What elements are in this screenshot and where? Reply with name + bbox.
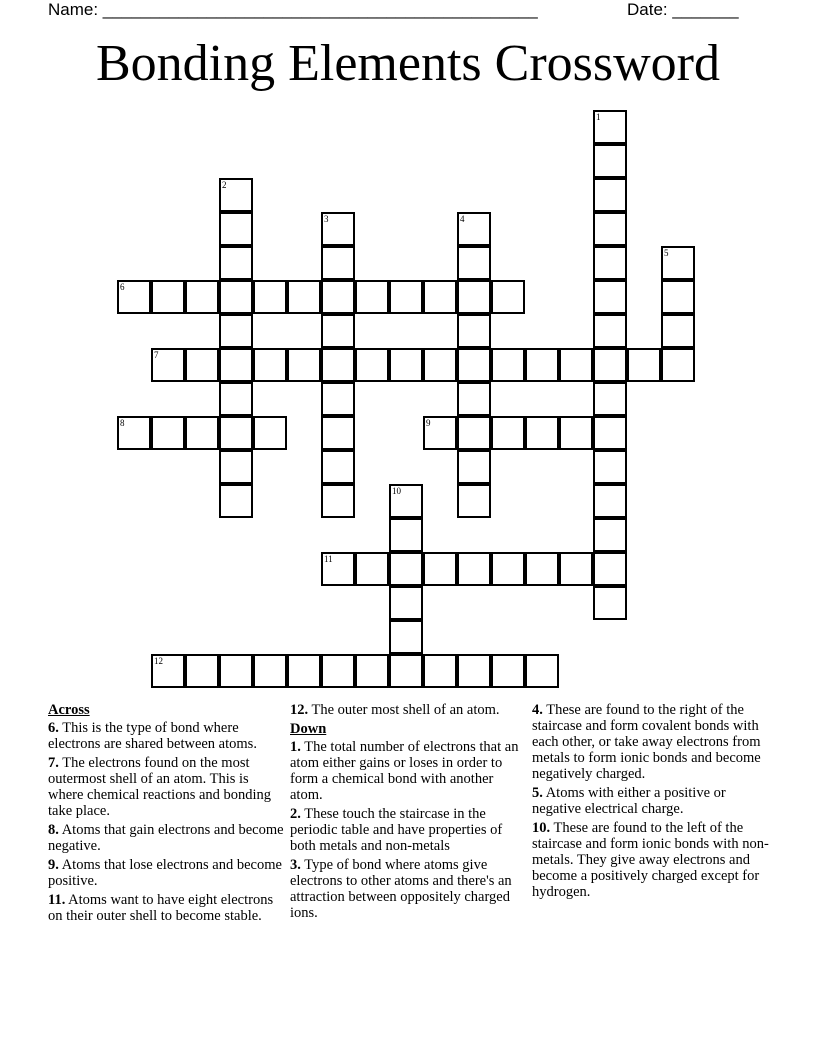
crossword-cell[interactable] <box>321 348 355 382</box>
crossword-cell[interactable] <box>151 348 185 382</box>
crossword-cell[interactable] <box>389 518 423 552</box>
crossword-cell[interactable] <box>661 348 695 382</box>
name-line: Name: ______________________________________________ <box>48 0 538 19</box>
across-heading: Across <box>48 702 90 718</box>
crossword-cell[interactable] <box>661 314 695 348</box>
crossword-cell[interactable] <box>321 450 355 484</box>
crossword-cell[interactable] <box>389 348 423 382</box>
clue-number-label: 4 <box>460 214 465 224</box>
clue-down-5 <box>532 785 772 817</box>
crossword-cell[interactable] <box>253 280 287 314</box>
crossword-cell[interactable] <box>219 280 253 314</box>
clue-text: Atoms with either a positive or negative electrical charge. <box>532 785 726 817</box>
crossword-cell[interactable] <box>321 654 355 688</box>
clue-down-2 <box>290 806 526 854</box>
crossword-cell[interactable] <box>219 212 253 246</box>
crossword-cell[interactable] <box>321 212 355 246</box>
crossword-cell[interactable] <box>389 586 423 620</box>
clue-number-label: 9 <box>426 418 431 428</box>
clue-text: Type of bond where atoms give electrons to other atoms and there's an attraction between oppositely charged ions. <box>290 857 512 921</box>
clue-across-7 <box>48 755 284 819</box>
crossword-cell[interactable] <box>287 348 321 382</box>
clue-number-label: 2 <box>222 180 227 190</box>
clue-number: 7. <box>48 755 59 771</box>
crossword-cell[interactable] <box>491 280 525 314</box>
crossword-cell[interactable] <box>457 552 491 586</box>
date-line: Date: _______ <box>627 0 739 19</box>
crossword-cell[interactable] <box>151 416 185 450</box>
crossword-cell[interactable] <box>525 416 559 450</box>
crossword-cell[interactable] <box>321 416 355 450</box>
crossword-cell[interactable] <box>457 280 491 314</box>
clues-column-2 <box>290 702 526 924</box>
crossword-cell[interactable] <box>253 654 287 688</box>
clue-text: The outer most shell of an atom. <box>311 702 500 718</box>
clue-number-label: 8 <box>120 418 125 428</box>
crossword-cell[interactable] <box>253 348 287 382</box>
clue-across-12 <box>290 702 526 718</box>
crossword-cell[interactable] <box>457 654 491 688</box>
page-title: Bonding Elements Crossword <box>96 35 720 92</box>
clue-number-label: 10 <box>392 486 401 496</box>
crossword-cell[interactable] <box>219 246 253 280</box>
crossword-cell[interactable] <box>321 314 355 348</box>
crossword-cell[interactable] <box>661 280 695 314</box>
crossword-cell[interactable] <box>491 552 525 586</box>
crossword-cell[interactable] <box>389 484 423 518</box>
crossword-cell[interactable] <box>219 450 253 484</box>
crossword-cell[interactable] <box>185 654 219 688</box>
crossword-cell[interactable] <box>219 314 253 348</box>
crossword-cell[interactable] <box>457 314 491 348</box>
crossword-cell[interactable] <box>389 654 423 688</box>
crossword-cell[interactable] <box>321 382 355 416</box>
clue-down-1 <box>290 739 526 803</box>
crossword-cell[interactable] <box>219 382 253 416</box>
crossword-cell[interactable] <box>389 552 423 586</box>
clue-number-label: 6 <box>120 282 125 292</box>
crossword-cell[interactable] <box>491 654 525 688</box>
clue-text: Atoms that lose electrons and become positive. <box>48 857 282 889</box>
clue-number-label: 11 <box>324 554 333 564</box>
crossword-cell[interactable] <box>525 654 559 688</box>
crossword-cell[interactable] <box>355 654 389 688</box>
clue-across-6 <box>48 720 284 752</box>
clue-number: 10. <box>532 820 551 836</box>
crossword-cell[interactable] <box>185 416 219 450</box>
clue-number: 4. <box>532 702 543 718</box>
crossword-cell[interactable] <box>253 416 287 450</box>
clue-number-label: 1 <box>596 112 601 122</box>
clue-number: 2. <box>290 806 301 822</box>
crossword-cell[interactable] <box>593 178 627 212</box>
crossword-cell[interactable] <box>151 280 185 314</box>
crossword-cell[interactable] <box>593 416 627 450</box>
crossword-cell[interactable] <box>593 450 627 484</box>
clues-column-3 <box>532 702 772 903</box>
clue-number-label: 12 <box>154 656 163 666</box>
crossword-cell[interactable] <box>457 416 491 450</box>
crossword-cell[interactable] <box>423 348 457 382</box>
down-heading: Down <box>290 721 327 737</box>
crossword-cell[interactable] <box>457 484 491 518</box>
crossword-cell[interactable] <box>491 416 525 450</box>
crossword-cell[interactable] <box>627 348 661 382</box>
clue-text: Atoms want to have eight electrons on their outer shell to become stable. <box>48 892 274 924</box>
crossword-cell[interactable] <box>423 552 457 586</box>
crossword-cell[interactable] <box>593 348 627 382</box>
crossword-cell[interactable] <box>219 484 253 518</box>
crossword-cell[interactable] <box>185 348 219 382</box>
crossword-cell[interactable] <box>321 552 355 586</box>
crossword-cell[interactable] <box>423 654 457 688</box>
clue-down-3 <box>290 857 526 921</box>
crossword-cell[interactable] <box>423 280 457 314</box>
crossword-cell[interactable] <box>457 382 491 416</box>
crossword-cell[interactable] <box>389 620 423 654</box>
crossword-cell[interactable] <box>321 484 355 518</box>
clues-column-1 <box>48 702 284 927</box>
crossword-cell[interactable] <box>593 246 627 280</box>
crossword-cell[interactable] <box>593 586 627 620</box>
clue-number: 12. <box>290 702 309 718</box>
crossword-cell[interactable] <box>593 484 627 518</box>
crossword-cell[interactable] <box>593 144 627 178</box>
crossword-cell[interactable] <box>355 348 389 382</box>
crossword-cell[interactable] <box>355 280 389 314</box>
crossword-cell[interactable] <box>321 280 355 314</box>
crossword-cell[interactable] <box>559 416 593 450</box>
crossword-cell[interactable] <box>593 110 627 144</box>
clue-text: These are found to the left of the staircase and form ionic bonds with non-metals. They give away electrons and become a positively charged except for hydrogen. <box>532 820 769 900</box>
crossword-cell[interactable] <box>593 212 627 246</box>
crossword-cell[interactable] <box>117 416 151 450</box>
clue-down-10 <box>532 820 772 900</box>
crossword-cell[interactable] <box>593 518 627 552</box>
crossword-cell[interactable] <box>219 416 253 450</box>
clue-number: 9. <box>48 857 59 873</box>
clue-down-4 <box>532 702 772 782</box>
crossword-cell[interactable] <box>219 654 253 688</box>
crossword-cell[interactable] <box>321 246 355 280</box>
clue-number-label: 3 <box>324 214 329 224</box>
clue-text: These are found to the right of the staircase and form covalent bonds with each other, or take away electrons from metals to form ionic bonds and become negatively charged. <box>532 702 761 782</box>
crossword-cell[interactable] <box>559 348 593 382</box>
crossword-cell[interactable] <box>457 450 491 484</box>
crossword-cell[interactable] <box>219 178 253 212</box>
clue-across-8 <box>48 822 284 854</box>
clue-text: Atoms that gain electrons and become negative. <box>48 822 284 854</box>
clue-number: 5. <box>532 785 543 801</box>
crossword-cell[interactable] <box>457 246 491 280</box>
crossword-cell[interactable] <box>117 280 151 314</box>
crossword-cell[interactable] <box>593 382 627 416</box>
crossword-cell[interactable] <box>593 314 627 348</box>
crossword-cell[interactable] <box>457 212 491 246</box>
crossword-cell[interactable] <box>593 552 627 586</box>
clue-text: This is the type of bond where electrons are shared between atoms. <box>48 720 257 752</box>
clue-number: 8. <box>48 822 59 838</box>
crossword-cell[interactable] <box>559 552 593 586</box>
clue-number: 11. <box>48 892 66 908</box>
clue-text: These touch the staircase in the periodic table and have properties of both metals and non-metals <box>290 806 503 854</box>
crossword-cell[interactable] <box>185 280 219 314</box>
crossword-cell[interactable] <box>525 552 559 586</box>
clue-across-9 <box>48 857 284 889</box>
crossword-cell[interactable] <box>219 348 253 382</box>
clue-number: 3. <box>290 857 301 873</box>
clue-text: The total number of electrons that an atom either gains or loses in order to form a chemical bond with another atom. <box>290 739 519 803</box>
clue-number: 6. <box>48 720 59 736</box>
crossword-cell[interactable] <box>661 246 695 280</box>
clue-number-label: 7 <box>154 350 159 360</box>
crossword-cell[interactable] <box>423 416 457 450</box>
crossword-cell[interactable] <box>525 348 559 382</box>
crossword-cell[interactable] <box>457 348 491 382</box>
crossword-cell[interactable] <box>355 552 389 586</box>
clue-across-11 <box>48 892 284 924</box>
clue-number-label: 5 <box>664 248 669 258</box>
crossword-cell[interactable] <box>287 280 321 314</box>
crossword-cell[interactable] <box>593 280 627 314</box>
crossword-cell[interactable] <box>389 280 423 314</box>
crossword-cell[interactable] <box>151 654 185 688</box>
clue-number: 1. <box>290 739 301 755</box>
crossword-cell[interactable] <box>491 348 525 382</box>
crossword-cell[interactable] <box>287 654 321 688</box>
clue-text: The electrons found on the most outermost shell of an atom. This is where chemical reactions and bonding take place. <box>48 755 272 819</box>
